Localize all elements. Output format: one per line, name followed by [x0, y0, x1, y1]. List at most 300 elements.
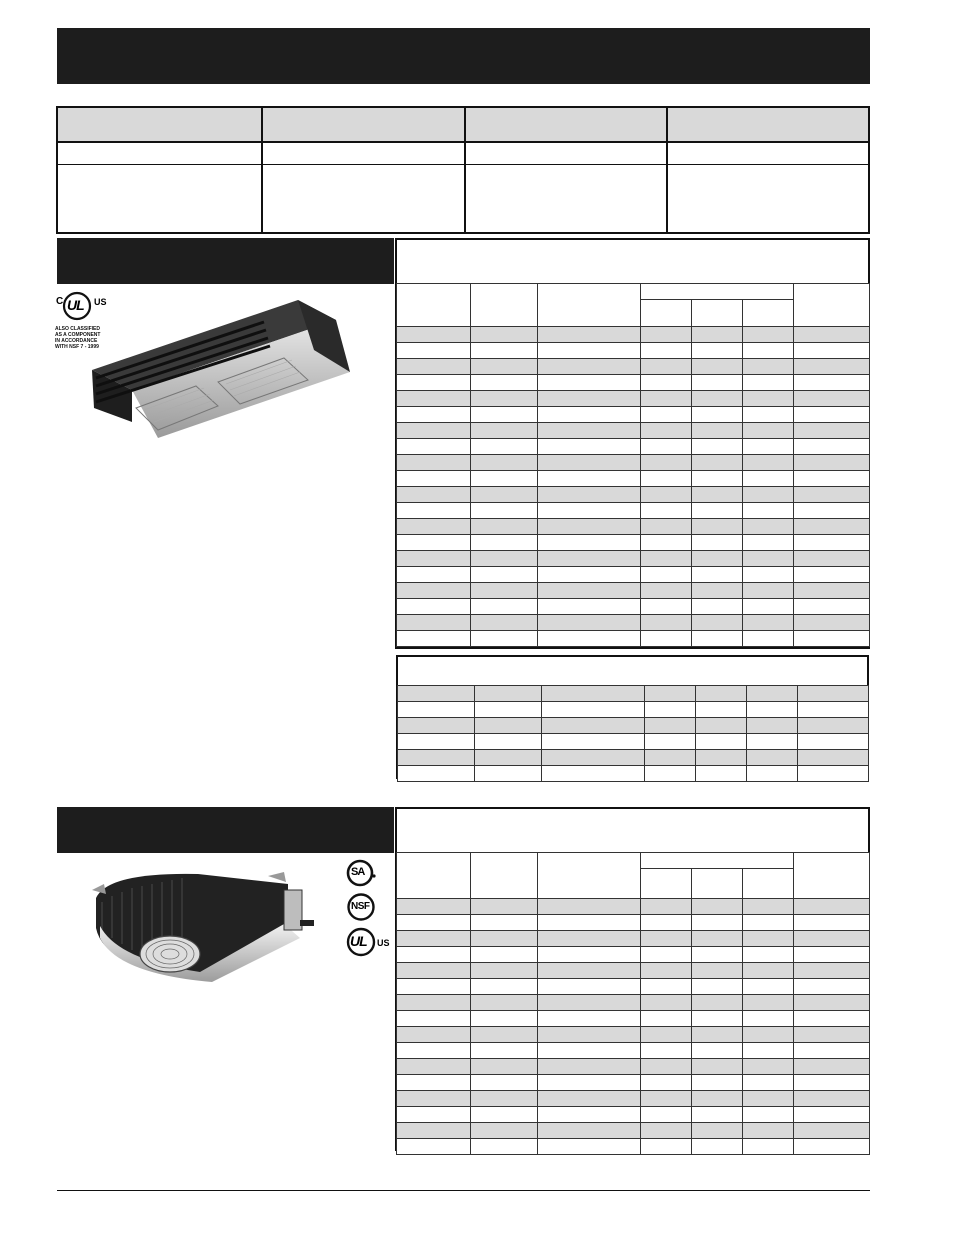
table-cell	[692, 1139, 743, 1155]
table-cell	[542, 686, 645, 702]
ul-mark: UL	[67, 297, 84, 313]
product-photo-low-profile-coil	[88, 292, 356, 442]
table-cell	[471, 979, 538, 995]
table-cell	[397, 359, 471, 375]
table-cell	[692, 979, 743, 995]
table-row	[397, 423, 870, 439]
table-cell	[471, 1123, 538, 1139]
nsf-icon	[346, 893, 376, 921]
section1-spec-table	[396, 283, 870, 647]
table-cell	[794, 899, 870, 915]
table-row	[397, 535, 870, 551]
table-cell	[398, 686, 475, 702]
table-cell	[692, 615, 743, 631]
table-cell	[743, 583, 794, 599]
table-cell	[641, 1027, 692, 1043]
csa-mark: SA	[351, 866, 365, 878]
table-cell	[538, 1075, 641, 1091]
table-cell	[538, 915, 641, 931]
table-cell	[542, 750, 645, 766]
table-cell	[397, 487, 471, 503]
table-cell	[794, 631, 870, 647]
ul-note-line: AS A COMPONENT	[55, 332, 101, 338]
table-header-row	[397, 853, 870, 869]
table-cell	[794, 439, 870, 455]
ul-note-line: IN ACCORDANCE	[55, 338, 98, 344]
table-row	[397, 995, 870, 1011]
table-cell	[398, 766, 475, 782]
table-cell	[471, 1091, 538, 1107]
table-cell	[397, 899, 471, 915]
table-cell	[398, 702, 475, 718]
table-cell	[471, 455, 538, 471]
table-cell	[538, 503, 641, 519]
table-cell	[743, 455, 794, 471]
table-cell	[397, 423, 471, 439]
table-cell	[794, 567, 870, 583]
table-cell	[794, 519, 870, 535]
table-row	[397, 583, 870, 599]
table-cell	[794, 583, 870, 599]
table-cell	[692, 471, 743, 487]
table-cell	[471, 471, 538, 487]
table-cell	[538, 963, 641, 979]
table-cell	[471, 423, 538, 439]
table-cell	[397, 1011, 471, 1027]
table-cell	[743, 1091, 794, 1107]
table-cell	[692, 1011, 743, 1027]
table-cell	[471, 535, 538, 551]
ul-note-line: WITH NSF 7 - 1999	[55, 344, 99, 350]
table-cell	[542, 766, 645, 782]
table-cell	[798, 766, 869, 782]
table-cell	[641, 599, 692, 615]
table-cell	[471, 519, 538, 535]
table-row	[397, 439, 870, 455]
table-cell	[743, 423, 794, 439]
table-cell	[538, 1059, 641, 1075]
table-cell	[692, 1027, 743, 1043]
table-cell	[743, 359, 794, 375]
table-cell	[641, 535, 692, 551]
ul-note-line: ALSO CLASSIFIED	[55, 326, 101, 332]
section1-title-bar	[57, 238, 394, 284]
table-row	[398, 766, 869, 782]
table-cell	[538, 631, 641, 647]
table-cell	[743, 979, 794, 995]
table-cell	[397, 599, 471, 615]
table-cell	[538, 1027, 641, 1043]
table-row	[397, 407, 870, 423]
table-cell	[471, 995, 538, 1011]
table-cell	[747, 734, 798, 750]
table-cell	[692, 1075, 743, 1091]
table-cell	[743, 1107, 794, 1123]
table-cell	[641, 503, 692, 519]
top-info-header-row	[58, 108, 868, 141]
table-cell	[397, 631, 471, 647]
table-row	[397, 391, 870, 407]
section1-sub-table	[397, 685, 869, 782]
table-cell	[471, 551, 538, 567]
table-cell	[475, 702, 542, 718]
table-cell	[538, 471, 641, 487]
table-cell	[397, 931, 471, 947]
table-cell	[397, 963, 471, 979]
table-cell	[743, 963, 794, 979]
table-cell	[471, 931, 538, 947]
table-cell	[471, 439, 538, 455]
table-cell	[692, 327, 743, 343]
table-cell	[538, 1123, 641, 1139]
table-cell	[692, 995, 743, 1011]
table-cell	[794, 1075, 870, 1091]
table-cell	[743, 631, 794, 647]
table-cell	[692, 535, 743, 551]
table-cell	[641, 423, 692, 439]
table-cell	[471, 487, 538, 503]
table-cell	[471, 915, 538, 931]
table-cell	[692, 503, 743, 519]
table-cell	[641, 995, 692, 1011]
table-cell	[471, 1059, 538, 1075]
table-cell	[398, 718, 475, 734]
table-cell	[747, 766, 798, 782]
table-cell	[692, 455, 743, 471]
table-cell	[475, 750, 542, 766]
table-row	[397, 1091, 870, 1107]
table-cell	[538, 519, 641, 535]
table-row	[397, 963, 870, 979]
table-cell	[794, 915, 870, 931]
table-cell	[794, 599, 870, 615]
ul2-us-mark: US	[377, 938, 390, 948]
table-row	[397, 503, 870, 519]
table-row	[397, 931, 870, 947]
table-cell	[743, 1123, 794, 1139]
table-cell	[397, 615, 471, 631]
section2-spec-table	[396, 852, 870, 1155]
table-row	[397, 1027, 870, 1043]
table-cell	[794, 535, 870, 551]
table-cell	[743, 439, 794, 455]
table-row	[398, 718, 869, 734]
table-row	[397, 599, 870, 615]
table-cell	[397, 1107, 471, 1123]
table-cell	[641, 1043, 692, 1059]
table-row	[397, 471, 870, 487]
table-cell	[397, 583, 471, 599]
table-cell	[538, 535, 641, 551]
table-cell	[538, 487, 641, 503]
table-cell	[538, 343, 641, 359]
table-cell	[641, 963, 692, 979]
table-cell	[747, 750, 798, 766]
table-cell	[743, 519, 794, 535]
table-cell	[794, 551, 870, 567]
table-row	[397, 1043, 870, 1059]
table-cell	[398, 734, 475, 750]
table-cell	[475, 766, 542, 782]
footer-rule	[57, 1190, 870, 1191]
table-cell	[538, 995, 641, 1011]
table-cell	[794, 455, 870, 471]
table-cell	[641, 327, 692, 343]
section2-title-bar	[57, 807, 394, 853]
table-cell	[645, 686, 696, 702]
table-cell	[747, 702, 798, 718]
table-cell	[692, 1091, 743, 1107]
table-cell	[692, 391, 743, 407]
table-cell	[471, 407, 538, 423]
table-cell	[471, 375, 538, 391]
table-cell	[794, 979, 870, 995]
table-cell	[692, 899, 743, 915]
table-row	[397, 551, 870, 567]
table-cell	[397, 1043, 471, 1059]
table-row	[397, 359, 870, 375]
table-cell	[743, 1059, 794, 1075]
table-cell	[743, 947, 794, 963]
table-cell	[471, 343, 538, 359]
table-cell	[743, 471, 794, 487]
table-cell	[743, 615, 794, 631]
table-cell	[641, 359, 692, 375]
table-cell	[475, 718, 542, 734]
table-cell	[471, 567, 538, 583]
table-cell	[692, 375, 743, 391]
table-cell	[641, 343, 692, 359]
table-cell	[538, 1139, 641, 1155]
table-row	[397, 487, 870, 503]
table-cell	[794, 963, 870, 979]
table-cell	[743, 567, 794, 583]
table-cell	[538, 1107, 641, 1123]
table-cell	[794, 1091, 870, 1107]
table-cell	[794, 615, 870, 631]
table-cell	[641, 407, 692, 423]
table-cell	[692, 1043, 743, 1059]
table-cell	[794, 375, 870, 391]
table-row	[397, 327, 870, 343]
table-cell	[794, 1123, 870, 1139]
table-cell	[743, 1011, 794, 1027]
table-cell	[794, 471, 870, 487]
table-cell	[471, 899, 538, 915]
table-cell	[692, 423, 743, 439]
table-row	[397, 615, 870, 631]
table-cell	[397, 471, 471, 487]
table-cell	[696, 718, 747, 734]
table-cell	[538, 375, 641, 391]
table-cell	[397, 407, 471, 423]
table-cell	[692, 947, 743, 963]
table-cell	[397, 1123, 471, 1139]
table-cell	[794, 995, 870, 1011]
table-cell	[743, 343, 794, 359]
ul-c-mark: C	[56, 296, 64, 307]
table-cell	[641, 487, 692, 503]
table-cell	[641, 615, 692, 631]
table-cell	[641, 1075, 692, 1091]
table-cell	[471, 327, 538, 343]
table-cell	[538, 359, 641, 375]
table-row	[397, 915, 870, 931]
table-row	[397, 1059, 870, 1075]
table-cell	[696, 766, 747, 782]
table-row	[397, 343, 870, 359]
table-cell	[743, 915, 794, 931]
table-cell	[641, 979, 692, 995]
table-cell	[471, 1075, 538, 1091]
table-cell	[397, 1075, 471, 1091]
table-cell	[397, 535, 471, 551]
table-cell	[794, 1011, 870, 1027]
table-cell	[696, 686, 747, 702]
table-row	[397, 1107, 870, 1123]
table-cell	[645, 702, 696, 718]
table-row	[397, 519, 870, 535]
table-row	[397, 1123, 870, 1139]
table-cell	[471, 1011, 538, 1027]
table-cell	[692, 1059, 743, 1075]
table-cell	[471, 631, 538, 647]
table-cell	[542, 718, 645, 734]
table-cell	[641, 915, 692, 931]
product-photo-round-coil	[88, 868, 318, 986]
table-cell	[397, 979, 471, 995]
table-cell	[471, 1043, 538, 1059]
ul2-mark: UL	[350, 933, 367, 949]
table-cell	[743, 551, 794, 567]
table-row	[397, 899, 870, 915]
table-cell	[692, 519, 743, 535]
table-cell	[471, 1139, 538, 1155]
table-cell	[794, 359, 870, 375]
table-cell	[692, 583, 743, 599]
table-cell	[798, 702, 869, 718]
table-cell	[641, 455, 692, 471]
table-cell	[692, 1107, 743, 1123]
table-cell	[743, 1027, 794, 1043]
ul-listing-icon-2	[346, 926, 390, 958]
table-cell	[641, 439, 692, 455]
table-cell	[794, 1043, 870, 1059]
table-cell	[645, 766, 696, 782]
table-cell	[397, 391, 471, 407]
table-cell	[471, 1107, 538, 1123]
table-cell	[743, 995, 794, 1011]
table-cell	[696, 702, 747, 718]
table-cell	[641, 551, 692, 567]
table-cell	[794, 327, 870, 343]
ul-us-mark: US	[94, 297, 107, 307]
table-cell	[538, 391, 641, 407]
table-header-row	[397, 284, 870, 300]
table-cell	[397, 1027, 471, 1043]
table-cell	[747, 718, 798, 734]
table-cell	[692, 1123, 743, 1139]
csa-icon	[346, 858, 378, 888]
table-cell	[397, 503, 471, 519]
table-cell	[641, 899, 692, 915]
table-cell	[398, 750, 475, 766]
table-cell	[794, 391, 870, 407]
table-cell	[692, 567, 743, 583]
table-cell	[641, 1123, 692, 1139]
table-cell	[645, 718, 696, 734]
table-row	[397, 375, 870, 391]
table-cell	[397, 1059, 471, 1075]
table-cell	[641, 375, 692, 391]
table-row	[397, 567, 870, 583]
table-cell	[538, 1091, 641, 1107]
table-cell	[794, 1139, 870, 1155]
table-cell	[538, 615, 641, 631]
table-cell	[794, 487, 870, 503]
table-cell	[692, 343, 743, 359]
table-cell	[794, 407, 870, 423]
table-cell	[743, 599, 794, 615]
table-cell	[641, 1139, 692, 1155]
table-cell	[645, 750, 696, 766]
table-cell	[471, 583, 538, 599]
table-cell	[397, 343, 471, 359]
table-cell	[692, 407, 743, 423]
table-cell	[397, 567, 471, 583]
table-cell	[542, 734, 645, 750]
table-cell	[692, 963, 743, 979]
table-cell	[397, 519, 471, 535]
table-cell	[692, 599, 743, 615]
table-cell	[641, 1059, 692, 1075]
table-cell	[743, 375, 794, 391]
table-cell	[397, 375, 471, 391]
table-cell	[538, 1011, 641, 1027]
table-cell	[471, 1027, 538, 1043]
table-row	[397, 1011, 870, 1027]
table-cell	[538, 899, 641, 915]
table-cell	[794, 503, 870, 519]
table-cell	[641, 931, 692, 947]
table-cell	[794, 1027, 870, 1043]
table-cell	[743, 327, 794, 343]
table-cell	[692, 551, 743, 567]
table-cell	[471, 947, 538, 963]
table-cell	[538, 1043, 641, 1059]
table-cell	[641, 471, 692, 487]
table-row	[398, 734, 869, 750]
table-cell	[645, 734, 696, 750]
table-cell	[743, 899, 794, 915]
table-cell	[798, 686, 869, 702]
table-cell	[641, 391, 692, 407]
nsf-mark: NSF	[351, 901, 370, 912]
table-cell	[471, 391, 538, 407]
table-cell	[641, 583, 692, 599]
top-info-table	[56, 106, 870, 234]
table-cell	[743, 1139, 794, 1155]
table-cell	[397, 327, 471, 343]
table-cell	[397, 455, 471, 471]
table-cell	[471, 963, 538, 979]
table-cell	[692, 915, 743, 931]
table-cell	[538, 551, 641, 567]
table-cell	[798, 718, 869, 734]
table-cell	[538, 979, 641, 995]
table-row	[397, 455, 870, 471]
table-cell	[743, 487, 794, 503]
